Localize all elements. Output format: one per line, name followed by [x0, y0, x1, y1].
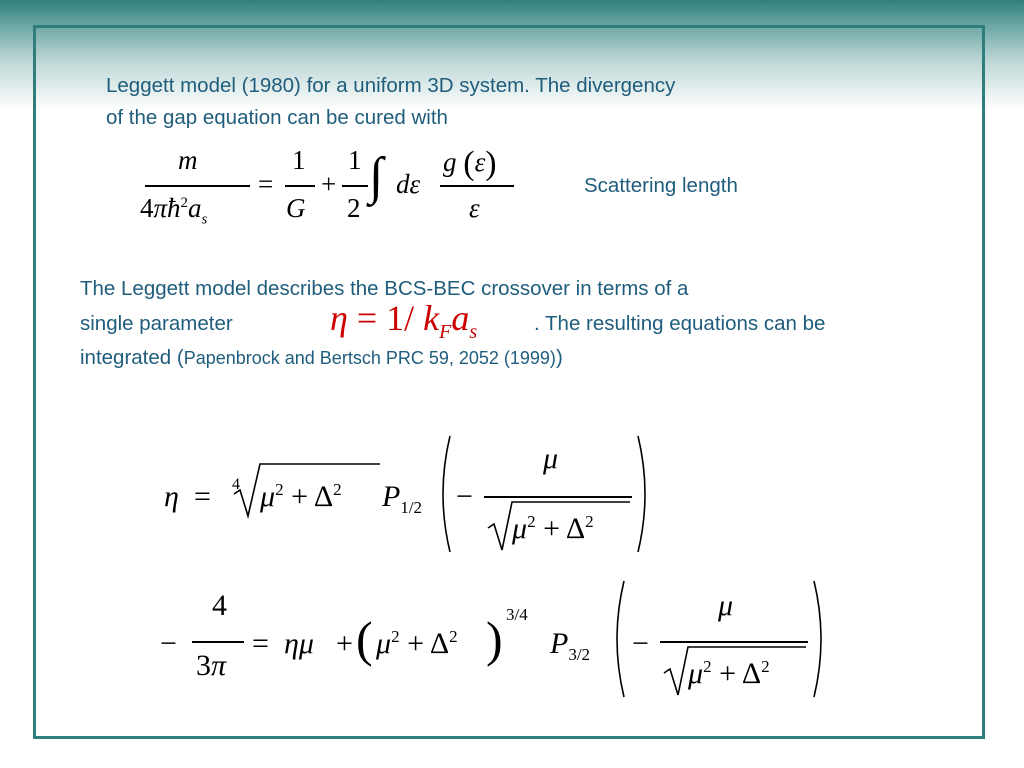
density-eq-plus: + [336, 627, 353, 660]
eta-eq-equals: = [194, 480, 211, 513]
gap-eq-one-over-g-num: 1 [292, 145, 306, 175]
density-eq-sqrt-radicand: $\mu^2 + \Delta^2$ [688, 657, 770, 690]
paragraph-line-1: The Leggett model describes the BCS-BEC crossover in terms of a [80, 277, 689, 300]
gap-eq-one-over-g-den: G [286, 193, 306, 223]
density-eq-right-paren [810, 579, 832, 699]
paragraph-line-3-end: ) [555, 346, 563, 369]
scattering-length-label: Scattering length [584, 174, 738, 197]
intro-text-line-2: of the gap equation can be cured with [106, 106, 448, 129]
density-eq-three-pi: 3π [196, 649, 227, 682]
gap-eq-integral: ∫ [369, 148, 384, 205]
gap-eq-fraction-bar-1 [145, 185, 250, 187]
density-eq-four: 4 [212, 589, 227, 622]
eta-eq-right-paren [634, 434, 656, 554]
eta-eq-mu-numerator: μ [543, 442, 559, 475]
eta-eq-sqrt-radicand: $\mu^2 + \Delta^2$ [512, 512, 594, 545]
density-eq-close-paren: ) [486, 611, 503, 667]
density-eq-open-paren: ( [356, 611, 373, 667]
eta-eq-root-index: 4 [232, 476, 240, 493]
density-equation [160, 575, 860, 705]
density-eq-eta-mu: ημ [284, 627, 314, 660]
eta-eq-minus: − [456, 480, 473, 513]
gap-eq-half-num: 1 [348, 145, 362, 175]
density-eq-equals: = [252, 627, 269, 660]
gap-eq-epsilon-den: ε [469, 193, 480, 223]
gap-eq-fraction-bar-4 [440, 185, 514, 187]
gap-eq-plus: + [321, 169, 337, 199]
gap-eq-fraction-bar-3 [342, 185, 368, 187]
gap-equation [140, 145, 540, 235]
eta-eq-eta: η [164, 480, 179, 513]
eta-eq-radicand: $\mu^2 + \Delta^2$ [260, 480, 342, 513]
paragraph-line-3-start: integrated ( [80, 346, 184, 369]
eta-definition: η = 1/ $k_Fa_s$ [330, 298, 478, 344]
density-eq-left-paren [606, 579, 628, 699]
gap-eq-half-den: 2 [347, 193, 361, 223]
eta-eq-legendre-p: $P_{1/2}$ [382, 480, 423, 517]
paragraph-line-2-start: single parameter [80, 312, 233, 335]
gap-eq-fraction-bar-2 [285, 185, 315, 187]
density-eq-minus: − [160, 627, 177, 660]
paragraph-line-2-end: . The resulting equations can be [534, 312, 826, 335]
eta-eq-left-paren [432, 434, 454, 554]
paragraph-line-3 [80, 344, 563, 372]
density-eq-legendre-p: $P_{3/2}$ [550, 627, 591, 664]
gap-eq-equals: = [258, 169, 274, 199]
eta-equation [160, 430, 680, 560]
reference-citation: Papenbrock and Bertsch PRC 59, 2052 (1999) [183, 348, 556, 368]
density-eq-mu-numerator: μ [718, 589, 734, 622]
gap-eq-numerator-m: m [178, 145, 198, 175]
gap-eq-g-of-epsilon: g (ε) [443, 145, 497, 182]
density-eq-base: $\mu^2 + \Delta^2$ [376, 627, 458, 660]
gap-eq-denominator: $4\pi ħ^2a_s$ [140, 193, 208, 228]
density-eq-inner-minus: − [632, 627, 649, 660]
gap-eq-d-epsilon: dε [396, 169, 421, 199]
density-eq-exponent: 3/4 [506, 605, 528, 624]
density-eq-fraction-bar-1 [192, 641, 244, 643]
intro-text-line-1: Leggett model (1980) for a uniform 3D system. The divergency [106, 74, 676, 97]
